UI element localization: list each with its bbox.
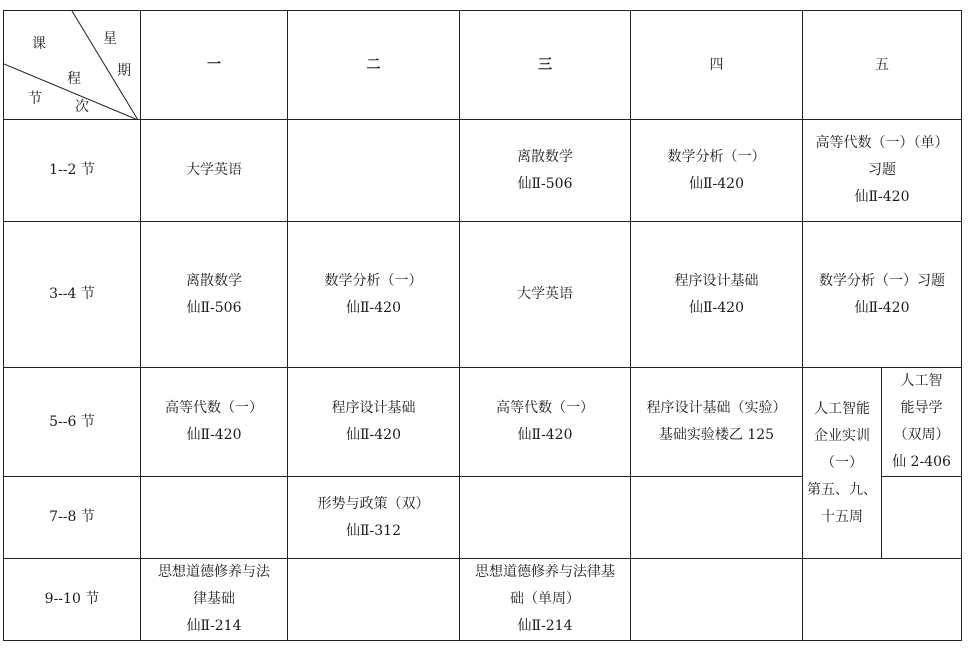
period-label-2: 3--4 节 bbox=[4, 222, 141, 368]
course-name: 数学分析（一） bbox=[667, 148, 766, 165]
course-name-cont: （一） bbox=[821, 454, 863, 471]
course-cell-r3-wed bbox=[460, 368, 631, 477]
course-cell-r2-mon bbox=[141, 222, 288, 368]
course-cell-r5-thu bbox=[631, 559, 803, 641]
course-cell-r3-fri-a bbox=[803, 368, 882, 559]
course-weeks-cont: 十五周 bbox=[821, 508, 863, 525]
course-cell-r4-thu bbox=[631, 477, 803, 559]
course-name: 数学分析（一）习题 bbox=[819, 272, 945, 289]
day-header-wed: 三 bbox=[460, 11, 631, 120]
course-weeks: （双周） bbox=[893, 427, 950, 443]
course-cell-r4-wed bbox=[460, 477, 631, 559]
course-cell-r4-fri-b bbox=[882, 477, 962, 559]
course-cell-r4-tue bbox=[288, 477, 460, 559]
course-cell-r2-tue bbox=[288, 222, 460, 368]
course-cell-r1-fri bbox=[803, 120, 962, 222]
course-cell-r3-fri-b bbox=[882, 368, 962, 477]
course-name: 大学英语 bbox=[517, 286, 573, 302]
course-name: 形势与政策（双） bbox=[317, 495, 430, 512]
course-room: 仙Ⅱ-420 bbox=[689, 299, 744, 316]
course-room: 仙Ⅱ-214 bbox=[517, 618, 573, 634]
course-name: 高等代数（一） bbox=[165, 400, 263, 416]
course-name: 程序设计基础 bbox=[674, 272, 759, 289]
course-name: 人工智 bbox=[900, 373, 943, 389]
course-name-cont: 律基础 bbox=[193, 591, 235, 607]
course-name: 数学分析（一） bbox=[324, 272, 423, 289]
course-room: 仙Ⅱ-506 bbox=[186, 299, 242, 316]
timetable bbox=[3, 10, 962, 641]
course-room: 仙Ⅱ-420 bbox=[517, 427, 573, 443]
day-header-fri: 五 bbox=[803, 11, 962, 120]
course-name-cont: 础（单周） bbox=[510, 591, 580, 607]
course-name: 高等代数（一）（单） bbox=[815, 135, 949, 151]
period-label-4: 7--8 节 bbox=[4, 477, 141, 559]
course-cell-r1-mon bbox=[141, 120, 288, 222]
day-header-mon: 一 bbox=[141, 11, 288, 120]
course-name: 程序设计基础（实验） bbox=[646, 400, 787, 416]
course-weeks: 第五、九、 bbox=[807, 481, 877, 498]
course-cell-r5-fri bbox=[803, 559, 962, 641]
course-name: 思想道德修养与法律基 bbox=[475, 564, 615, 580]
period-label-3: 5--6 节 bbox=[4, 368, 141, 477]
course-cell-r3-thu bbox=[631, 368, 803, 477]
course-name: 离散数学 bbox=[517, 148, 573, 165]
course-name: 程序设计基础 bbox=[331, 400, 416, 416]
course-room: 仙 2-406 bbox=[892, 454, 951, 470]
course-room: 仙Ⅱ-420 bbox=[689, 175, 744, 192]
course-cell-r1-thu bbox=[631, 120, 803, 222]
course-name: 人工智能 bbox=[814, 400, 870, 417]
corner-label-ci: 次 bbox=[75, 99, 89, 115]
course-room: 仙Ⅱ-312 bbox=[346, 522, 401, 539]
course-room: 仙Ⅱ-420 bbox=[346, 427, 401, 443]
course-room: 基础实验楼乙 125 bbox=[658, 427, 775, 443]
course-room: 仙Ⅱ-420 bbox=[186, 427, 242, 443]
day-header-tue: 二 bbox=[288, 11, 460, 120]
period-label-5: 9--10 节 bbox=[4, 559, 141, 641]
course-cell-r2-fri bbox=[803, 222, 962, 368]
period-label-1: 1--2 节 bbox=[4, 120, 141, 222]
course-name: 思想道德修养与法 bbox=[158, 564, 270, 580]
course-name: 大学英语 bbox=[186, 162, 242, 178]
course-cell-r1-wed bbox=[460, 120, 631, 222]
course-cell-r5-tue bbox=[288, 559, 460, 641]
course-name-cont: 能导学 bbox=[900, 400, 943, 416]
corner-header-cell bbox=[4, 11, 141, 120]
corner-label-ke: 课 bbox=[32, 36, 46, 52]
course-cell-r4-mon bbox=[141, 477, 288, 559]
course-cell-r3-mon bbox=[141, 368, 288, 477]
course-cell-r2-wed bbox=[460, 222, 631, 368]
course-name: 高等代数（一） bbox=[496, 400, 594, 416]
course-room: 仙Ⅱ-506 bbox=[517, 175, 573, 192]
corner-label-cheng: 程 bbox=[67, 71, 81, 87]
course-cell-r5-mon bbox=[141, 559, 288, 641]
course-room: 仙Ⅱ-420 bbox=[854, 189, 910, 205]
course-room: 仙Ⅱ-420 bbox=[854, 299, 910, 316]
course-name-cont: 企业实训 bbox=[814, 427, 870, 444]
course-cell-r2-thu bbox=[631, 222, 803, 368]
corner-label-qi: 期 bbox=[117, 63, 131, 79]
course-name-cont: 习题 bbox=[868, 162, 896, 178]
corner-label-jie: 节 bbox=[28, 91, 42, 107]
course-cell-r3-tue bbox=[288, 368, 460, 477]
course-room: 仙Ⅱ-420 bbox=[346, 299, 401, 316]
course-name: 离散数学 bbox=[186, 272, 242, 289]
course-cell-r1-tue bbox=[288, 120, 460, 222]
course-cell-r5-wed bbox=[460, 559, 631, 641]
day-header-thu: 四 bbox=[631, 11, 803, 120]
corner-label-xing: 星 bbox=[103, 31, 117, 47]
course-room: 仙Ⅱ-214 bbox=[186, 618, 242, 634]
